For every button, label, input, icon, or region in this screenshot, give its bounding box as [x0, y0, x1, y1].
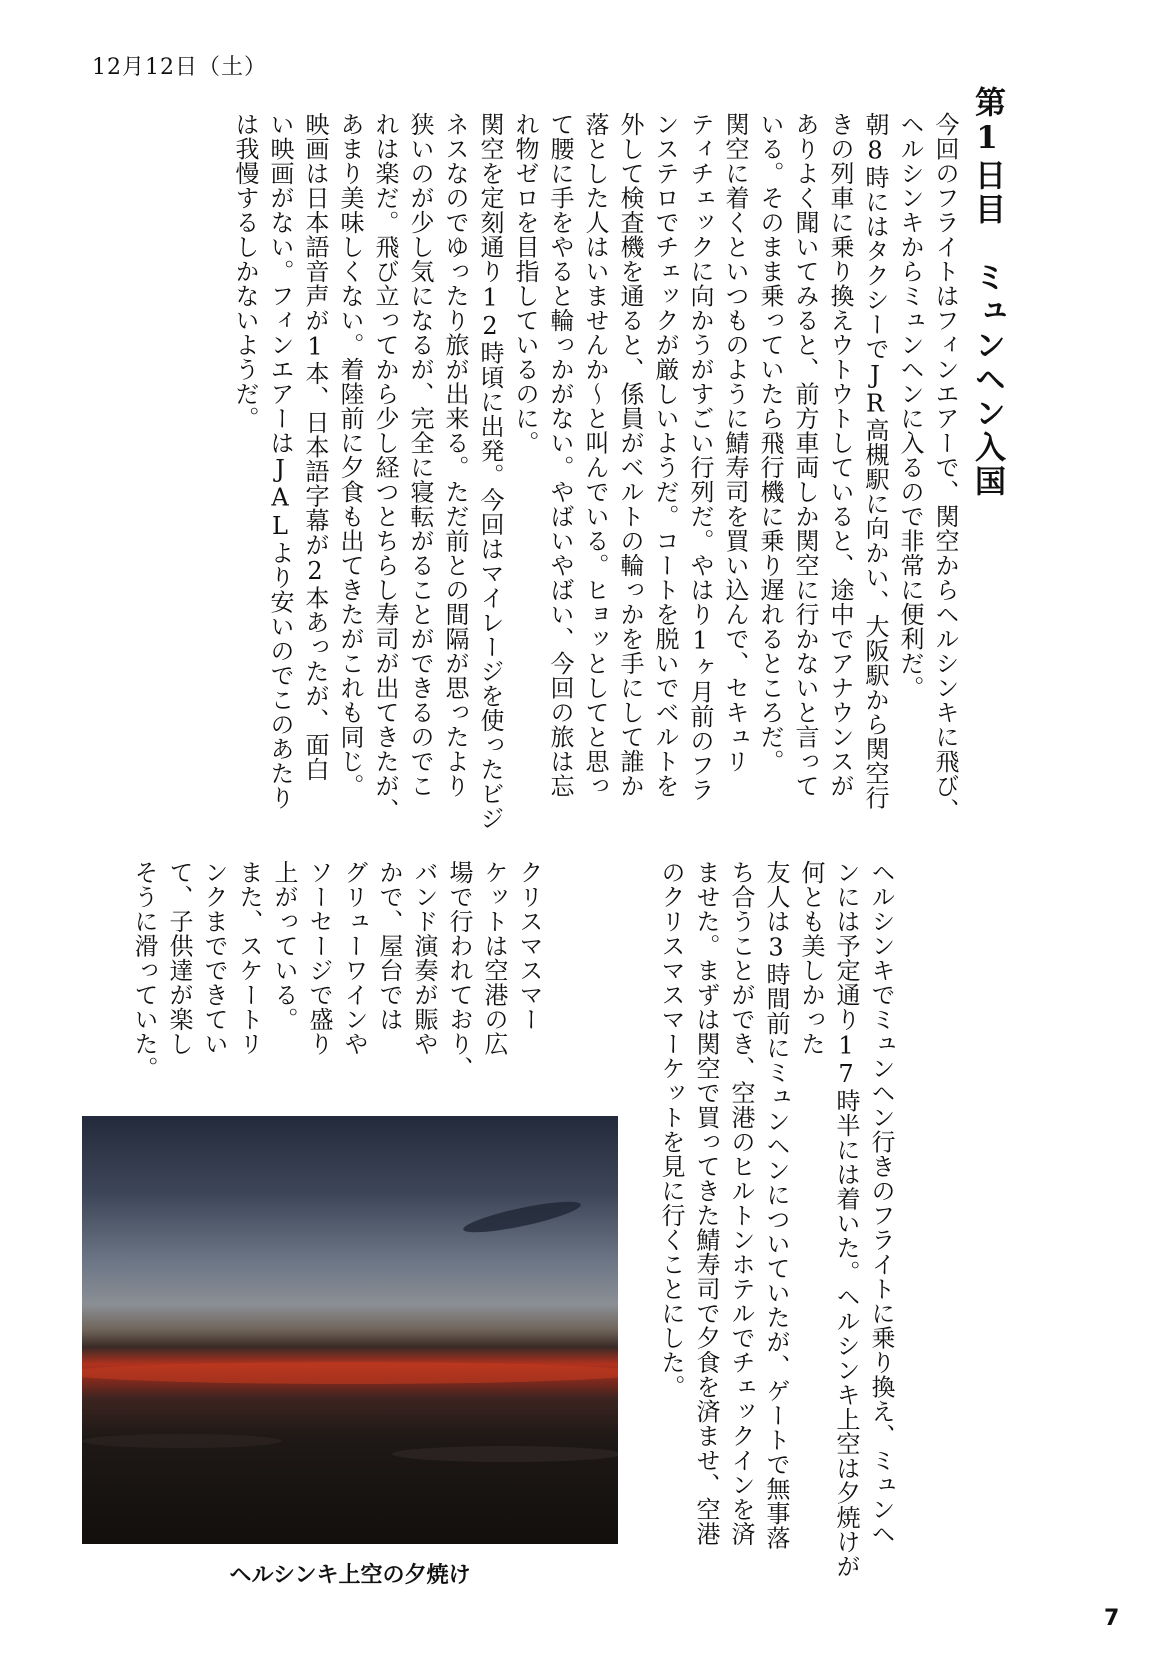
lower-right-text-block: ヘルシンキでミュンヘン行きのフライトに乗り換え、ミュンヘ ンには予定通り17時半には着いた。ヘルシンキ上空は夕焼けが 何とも美しかった 友人は3時間前にミュンヘンについていたが、ゲートで無事落 ち合うことができ、空港のヒルトンホテルでチェックインを済 ませた。まずは関空で買ってきた鯖寿司で夕食を済ませ、空港 のクリスマスマーケットを見に行くことにした。	[657, 860, 895, 1579]
page-number: 7	[1104, 1606, 1120, 1631]
dark-cloud-streak	[82, 1434, 282, 1448]
page-date: 12月12日（土）	[92, 55, 267, 80]
sunset-photo	[82, 1116, 618, 1544]
article-title: 第1日目 ミュンヘン入国	[969, 86, 1005, 499]
main-text-block: 今回のフライトはフィンエアーで、関空からヘルシンキに飛び、 ヘルシンキからミュンヘンに入るので非常に便利だ。 朝8時にはタクシーでJR高槻駅に向かい、大阪駅から関空行 きの列車に乗り換えウトウトしていると、途中でアナウンスが ありよく聞いてみると、前方車両しか関空に行かないと言って いる。そのまま乗っていたら飛行機に乗り遅れるところだ。 関空に着くといつものように鯖寿司を買い込んで、セキュリ ティチェックに向かうがすごい行列だ。やはり1ヶ月前のフラ ンステロでチェックが厳しいようだ。コートを脱いでベルトを 外して検査機を通ると、係員がベルトの輪っかを手にして誰か 落とした人はいませんか～と叫んでいる。ヒョッとしてと思っ て腰に手をやると輪っかがない。やばいやばい、今回の旅は忘 れ物ゼロを目指しているのに。 関空を定刻通り12時頃に出発。今回はマイレージを使ったビジ ネスなのでゆったり旅が出来る。ただ前との間隔が思ったより 狭いのが少し気になるが、完全に寝転がることができるのでこ れは楽だ。飛び立ってから少し経つとちらし寿司が出てきたが、 あまり美味しくない。着陸前に夕食も出てきたがこれも同じ。 映画は日本語音声が1本、日本語字幕が2本あったが、面白 い映画がない。フィンエアーはJALより安いのでこのあたり は我慢するしかないようだ。	[231, 112, 959, 831]
wispy-cloud	[461, 1196, 582, 1239]
dark-cloud-streak	[392, 1446, 618, 1462]
photo-caption: ヘルシンキ上空の夕焼け	[229, 1563, 471, 1588]
lower-middle-text-block: クリスマスマー ケットは空港の広 場で行われており、 バンド演奏が賑や かで、屋台では グリューワインや ソーセージで盛り 上がっている。 また、スケートリ ンクまでできてい て、子供達が楽し そうに滑っていた。	[130, 860, 543, 1081]
horizon-glow	[82, 1362, 618, 1384]
